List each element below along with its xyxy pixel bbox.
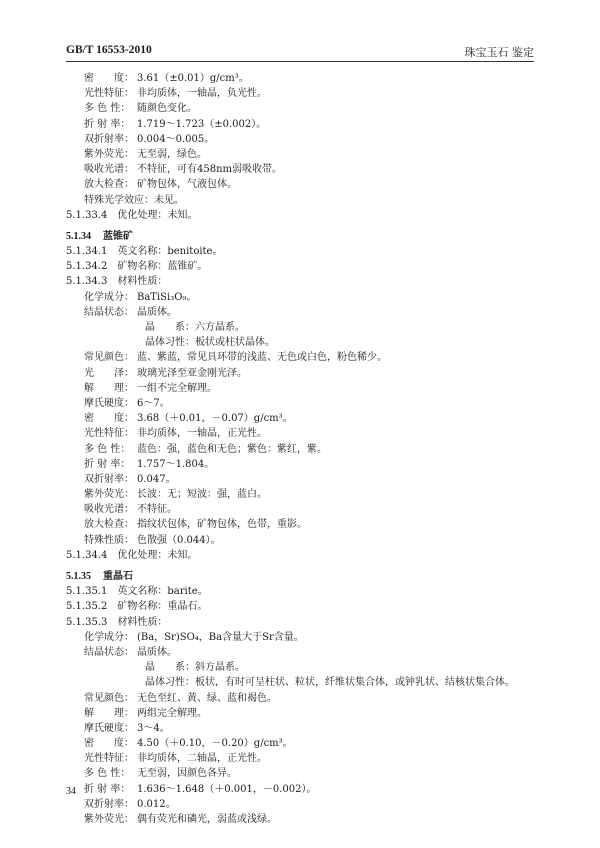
section-heading [66, 569, 546, 584]
text-line [66, 533, 546, 548]
property-value: 4.50（＋0.10，－0.20）g/cm³。 [137, 738, 293, 750]
text-line [66, 305, 546, 320]
text-line [66, 502, 546, 517]
property-label: 结晶状态： [84, 306, 134, 318]
property-value: (Ba，Sr)SO₄，Ba含量大于Sr含量。 [137, 631, 304, 643]
property-label: 密 度： [84, 73, 134, 84]
property-value: 3.61（±0.01）g/cm³。 [137, 73, 249, 84]
property-value: 晶体习性：板状，有时可呈柱状、粒状，纤维状集合体，或钟乳状、结核状集合体。 [145, 677, 515, 689]
text-line [66, 797, 546, 812]
text-line [66, 411, 546, 426]
property-value: 3～4。 [137, 722, 170, 734]
text-line [66, 812, 546, 827]
property-label: 紫外荧光： [84, 148, 134, 160]
property-value: 晶质体。 [137, 646, 177, 658]
property-label: 解 理： [84, 382, 134, 394]
text-line [66, 721, 546, 736]
property-label: 密 度： [84, 413, 134, 425]
property-value: 0.047。 [137, 473, 176, 485]
text-line [66, 487, 546, 502]
property-value: 3.68（＋0.01，－0.07）g/cm³。 [137, 413, 293, 425]
property-value: 非均质体，一轴晶，正光性。 [137, 428, 267, 440]
property-label: 化学成分： [84, 631, 134, 643]
property-value: 蓝色：强，蓝色和无色；紫色：紫红，紫。 [137, 443, 327, 455]
property-value: 晶 系：斜方晶系。 [145, 662, 245, 674]
text-line [66, 320, 546, 335]
property-label: 折 射 率： [84, 783, 131, 795]
property-value: 5.1.34.3 材料性质： [66, 276, 168, 288]
property-value: 1.636～1.648（＋0.001，－0.002）。 [137, 783, 317, 795]
text-line [66, 350, 546, 365]
property-value: 0.012。 [137, 798, 176, 810]
text-line [66, 335, 546, 350]
text-line [66, 162, 546, 177]
document-title: 珠宝玉石 鉴定 [464, 46, 534, 59]
property-label: 光 泽： [84, 367, 134, 379]
property-label: 放大检查： [84, 179, 134, 191]
property-value: 1.757～1.804。 [137, 458, 215, 470]
property-value: 非均质体，二轴晶，正光性。 [137, 753, 267, 765]
property-label: 多 色 性： [84, 443, 131, 455]
property-label: 折 射 率： [84, 458, 131, 470]
property-value: 晶体习性：板状或柱状晶体。 [145, 337, 275, 349]
property-value: 5.1.34.2 矿物名称：蓝锥矿。 [66, 261, 208, 273]
text-line [66, 584, 546, 599]
property-value: 不特征。 [137, 504, 177, 516]
text-line [66, 599, 546, 614]
text-line [66, 132, 546, 147]
property-value: 色散强（0.044）。 [137, 534, 221, 546]
text-line [66, 147, 546, 162]
standard-number: GB/T 16553-2010 [66, 44, 152, 56]
property-value: 特殊光学效应：未见。 [84, 194, 184, 206]
property-value: 1.719～1.723（±0.002）。 [137, 118, 267, 130]
text-line [66, 548, 546, 563]
property-label: 常见颜色： [84, 692, 134, 704]
property-value: 蓝、紫蓝，常见具环带的浅蓝、无色或白色，粉色稀少。 [137, 352, 387, 364]
text-line [66, 290, 546, 305]
text-line [66, 396, 546, 411]
text-line [66, 177, 546, 192]
text-line [66, 766, 546, 781]
property-value: 无至弱，因颜色各异。 [137, 768, 237, 780]
property-label: 光性特征： [84, 428, 134, 440]
text-line [66, 366, 546, 381]
property-value: 矿物包体，气液包体。 [137, 179, 237, 191]
text-line [66, 472, 546, 487]
text-line [66, 691, 546, 706]
text-line [66, 751, 546, 766]
property-value: 晶质体。 [137, 306, 177, 318]
property-label: 吸收光谱： [84, 504, 134, 516]
property-label: 解 理： [84, 707, 134, 719]
property-label: 多 色 性： [84, 768, 131, 780]
property-value: 5.1.33.4 优化处理：未知。 [66, 209, 198, 221]
header-rule [66, 61, 534, 62]
text-line [66, 736, 546, 751]
property-value: 0.004～0.005。 [137, 133, 215, 145]
property-label: 吸收光谱： [84, 164, 134, 176]
text-line [66, 426, 546, 441]
text-line [66, 660, 546, 675]
section-heading [66, 229, 546, 244]
property-value: 随颜色变化。 [137, 103, 197, 115]
text-line [66, 782, 546, 797]
text-line [66, 274, 546, 289]
document-body [66, 71, 546, 827]
property-value: 6～7。 [137, 397, 170, 409]
property-label: 折 射 率： [84, 118, 131, 130]
text-line [66, 517, 546, 532]
property-value: 长波：无；短波：强，蓝白。 [137, 489, 267, 501]
text-line [66, 381, 546, 396]
property-value: 偶有荧光和磷光，弱蓝或浅绿。 [137, 814, 277, 825]
property-label: 特殊性质： [84, 534, 134, 546]
property-label: 多 色 性： [84, 103, 131, 115]
property-label: 光性特征： [84, 88, 134, 100]
section-title: 重晶石 [103, 571, 133, 582]
property-label: 紫外荧光： [84, 489, 134, 501]
property-value: 指纹状包体，矿物包体，色带，重影。 [137, 519, 307, 531]
text-line [66, 71, 546, 86]
property-value: 5.1.35.3 材料性质： [66, 616, 168, 628]
property-value: 无色至红、黄、绿、蓝和褐色。 [137, 692, 277, 704]
property-value: BaTiSi₃O₉。 [137, 291, 197, 303]
text-line [66, 117, 546, 132]
text-line [66, 706, 546, 721]
property-value: 晶 系：六方晶系。 [145, 322, 245, 333]
text-line [66, 193, 546, 208]
text-line [66, 615, 546, 630]
property-value: 玻璃光泽至亚金刚光泽。 [137, 367, 247, 379]
property-label: 放大检查： [84, 519, 134, 531]
section-number: 5.1.34 [66, 230, 91, 242]
text-line [66, 442, 546, 457]
property-value: 5.1.35.1 英文名称：barite。 [66, 586, 208, 598]
property-value: 两组完全解理。 [137, 707, 207, 719]
property-label: 双折射率： [84, 798, 134, 810]
text-line [66, 259, 546, 274]
property-label: 双折射率： [84, 133, 134, 145]
text-line [66, 86, 546, 101]
property-label: 光性特征： [84, 753, 134, 765]
section-title: 蓝锥矿 [103, 230, 133, 242]
section-number: 5.1.35 [66, 571, 91, 582]
text-line [66, 457, 546, 472]
property-value: 5.1.34.1 英文名称：benitoite。 [66, 246, 223, 258]
page-header [66, 44, 534, 60]
text-line [66, 675, 546, 690]
property-value: 无至弱，绿色。 [137, 148, 207, 160]
text-line [66, 101, 546, 116]
page-number: 34 [66, 786, 76, 797]
property-label: 紫外荧光： [84, 814, 134, 825]
text-line [66, 208, 546, 223]
property-label: 摩氏硬度： [84, 722, 134, 734]
text-line [66, 630, 546, 645]
property-value: 非均质体，一轴晶，负光性。 [137, 88, 267, 100]
property-label: 常见颜色： [84, 352, 134, 364]
property-label: 双折射率： [84, 473, 134, 485]
property-value: 5.1.35.2 矿物名称：重晶石。 [66, 601, 208, 613]
property-label: 密 度： [84, 738, 134, 750]
text-line [66, 645, 546, 660]
property-value: 5.1.34.4 优化处理：未知。 [66, 549, 198, 561]
property-value: 一组不完全解理。 [137, 382, 217, 394]
property-label: 结晶状态： [84, 646, 134, 658]
property-label: 摩氏硬度： [84, 397, 134, 409]
property-value: 不特征，可有458nm弱吸收带。 [137, 164, 283, 176]
text-line [66, 244, 546, 259]
property-label: 化学成分： [84, 291, 134, 303]
